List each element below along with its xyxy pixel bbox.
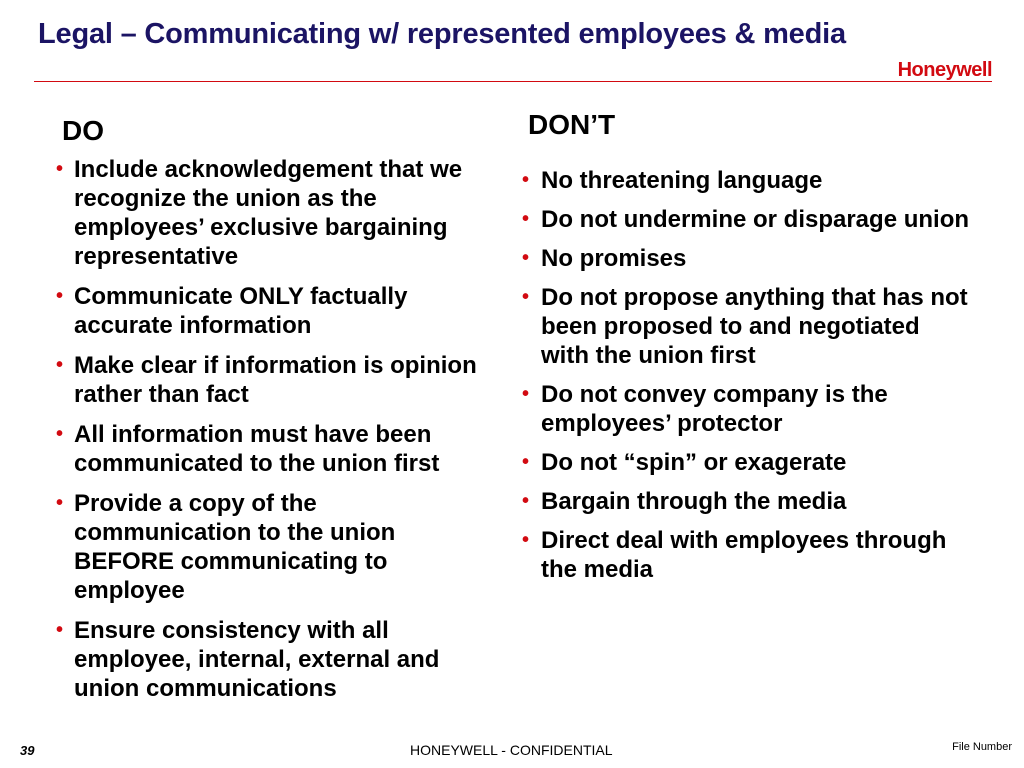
do-item-text: All information must have been communicated to the union first (74, 421, 440, 477)
bullet-icon: • (522, 208, 530, 230)
bullet-icon: • (522, 383, 530, 405)
do-item-text: Ensure consistency with all employee, internal, external and union communications (74, 617, 440, 702)
bullet-icon: • (522, 169, 530, 191)
do-list (56, 155, 486, 714)
dont-list (522, 166, 972, 594)
bullet-icon: • (56, 619, 64, 641)
dont-item-text: Bargain through the media (541, 488, 847, 515)
confidential-label: HONEYWELL - CONFIDENTIAL (410, 742, 613, 758)
dont-item (522, 205, 972, 234)
bullet-icon: • (522, 451, 530, 473)
do-item (56, 351, 486, 409)
do-item (56, 489, 486, 605)
bullet-icon: • (522, 529, 530, 551)
page-number: 39 (20, 743, 35, 758)
dont-item (522, 487, 972, 516)
do-item-text: Provide a copy of the communication to the union BEFORE communicating to employee (74, 490, 396, 604)
dont-heading: DON’T (528, 109, 616, 140)
dont-item (522, 448, 972, 477)
bullet-icon: • (522, 490, 530, 512)
dont-item-text: No threatening language (541, 167, 823, 194)
dont-item (522, 380, 972, 438)
dont-item (522, 283, 972, 370)
dont-item-text: Direct deal with employees through the media (541, 527, 947, 583)
do-item-text: Communicate ONLY factually accurate information (74, 283, 408, 339)
bullet-icon: • (56, 492, 64, 514)
dont-item (522, 166, 972, 195)
do-heading: DO (62, 115, 104, 146)
do-item (56, 155, 486, 271)
bullet-icon: • (56, 354, 64, 376)
do-item-text: Make clear if information is opinion rather than fact (74, 352, 477, 408)
dont-item-text: Do not propose anything that has not been proposed to and negotiated with the union first (541, 284, 968, 369)
bullet-icon: • (522, 247, 530, 269)
dont-item-text: Do not undermine or disparage union (541, 206, 970, 233)
bullet-icon: • (56, 285, 64, 307)
dont-item-text: Do not “spin” or exagerate (541, 449, 847, 476)
title-divider (34, 81, 992, 82)
bullet-icon: • (522, 286, 530, 308)
honeywell-logo: Honeywell (897, 59, 992, 81)
dont-item-text: No promises (541, 245, 687, 272)
dont-item (522, 244, 972, 273)
slide-title: Legal – Communicating w/ represented employees & media (38, 18, 846, 50)
do-item-text: Include acknowledgement that we recognize the union as the employees’ exclusive bargaining representative (74, 156, 463, 270)
do-item (56, 282, 486, 340)
file-number-label: File Number (952, 741, 1012, 753)
bullet-icon: • (56, 158, 64, 180)
do-item (56, 616, 486, 703)
dont-item (522, 526, 972, 584)
dont-item-text: Do not convey company is the employees’ protector (541, 381, 888, 437)
do-item (56, 420, 486, 478)
bullet-icon: • (56, 423, 64, 445)
